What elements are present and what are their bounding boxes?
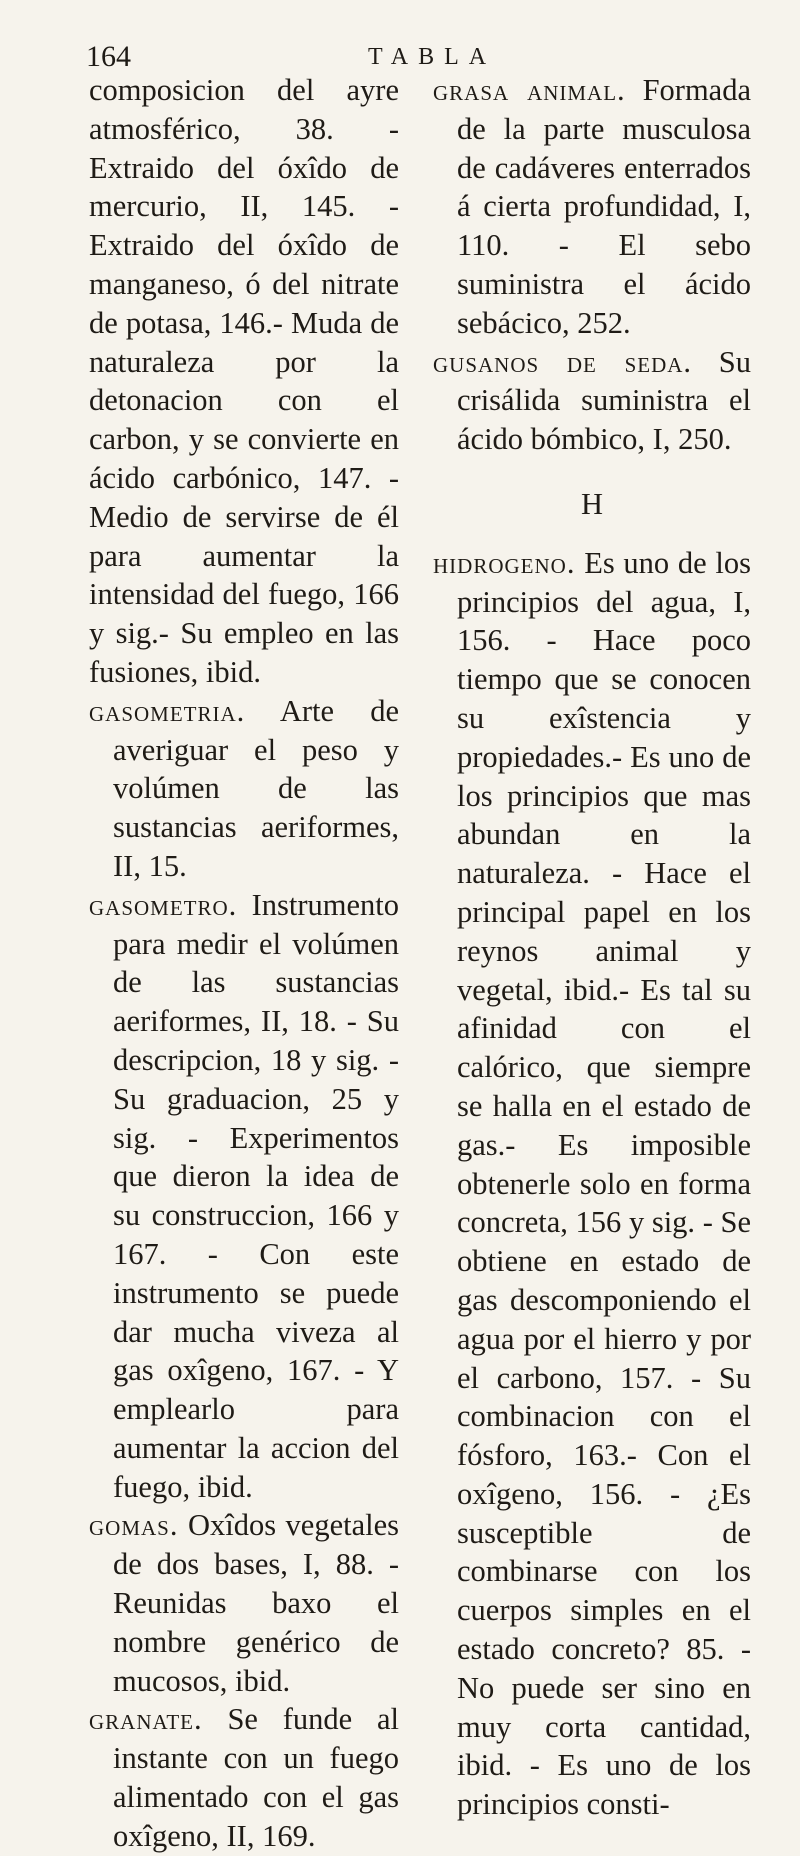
entry-headword: granate. xyxy=(89,1702,203,1737)
index-entry xyxy=(433,544,751,1824)
entry-text: Oxîdos vegetales de dos bases, I, 88. - Reunidas baxo el nombre genérico de mucosos, ibid. xyxy=(113,1508,399,1698)
index-entry xyxy=(89,71,399,692)
index-entry xyxy=(433,71,751,343)
entry-text: composicion del ayre atmosférico, 38. - Extraido del óxîdo de mercurio, II, 145. - Extraido del óxîdo de manganeso, ó del nitrate de potasa, 146.- Muda de naturaleza por la detonacion con el carbon, y se convierte en ácido carbónico, 147. - Medio de servirse de él para aumentar la intensidad del fuego, 166 y sig.- Su empleo en las fusiones, ibid. xyxy=(89,73,399,689)
right-column xyxy=(433,71,751,1824)
entry-text: Formada de la parte musculosa de cadáveres enterrados á cierta profundidad, I, 110. - El sebo suministra el ácido sebácico, 252. xyxy=(457,73,751,340)
index-entry xyxy=(89,1700,399,1855)
index-entry xyxy=(89,692,399,886)
entry-headword: grasa animal. xyxy=(433,73,626,107)
index-entry xyxy=(89,1506,399,1700)
entry-text: Su crisálida suministra el ácido bómbico, I, 250. xyxy=(457,344,751,457)
page-number: 164 xyxy=(86,40,131,73)
index-entry xyxy=(89,886,399,1507)
entry-text: Es uno de los principios del agua, I, 156. - Hace poco tiempo que se conocen su exîstencia y propiedades.- Es uno de los principios que mas abundan en la naturaleza. - Hace el principal papel en los reynos animal y vegetal, ibid.- Es tal su afinidad con el calórico, que siempre se halla en el estado de gas.- Es imposible obtenerle solo en forma concreta, 156 y sig. - Se obtiene en estado de gas descomponiendo el agua por el hierro y por el carbono, 157. - Su combinacion con el fósforo, 163.- Con el oxîgeno, 156. - ¿Es susceptible de combinarse con los cuerpos simples en el estado concreto? 85. - No puede ser sino en muy corta cantidad, ibid. - Es uno de los principios consti- xyxy=(457,545,751,1822)
entry-headword: gusanos de seda. xyxy=(433,344,693,379)
section-letter: H xyxy=(580,486,604,521)
entry-text: Se funde al instante con un fuego alimentado con el gas oxîgeno, II, 169. xyxy=(113,1702,399,1853)
entry-headword: hidrogeno. xyxy=(433,545,576,580)
left-column xyxy=(89,71,399,1856)
entry-text: Arte de averiguar el peso y volúmen de las sustancias aeriformes, II, 15. xyxy=(113,693,399,883)
page-header xyxy=(86,40,716,74)
entry-headword: gasometria. xyxy=(89,693,246,728)
entry-headword: gasometro. xyxy=(89,887,238,922)
entry-text: Instrumento para medir el volúmen de las sustancias aeriformes, II, 18. - Su descripcion, 18 y sig. - Su graduacion, 25 y sig. - Experimentos que dieron la idea de su construccion, 166 y 167. - Con este instrumento se puede dar mucha viveza al gas oxîgeno, 167. - Y emplearlo para aumentar la accion del fuego, ibid. xyxy=(113,887,399,1504)
entry-headword: gomas. xyxy=(89,1508,179,1543)
index-entry xyxy=(433,343,751,459)
running-head: TABLA xyxy=(368,44,497,70)
